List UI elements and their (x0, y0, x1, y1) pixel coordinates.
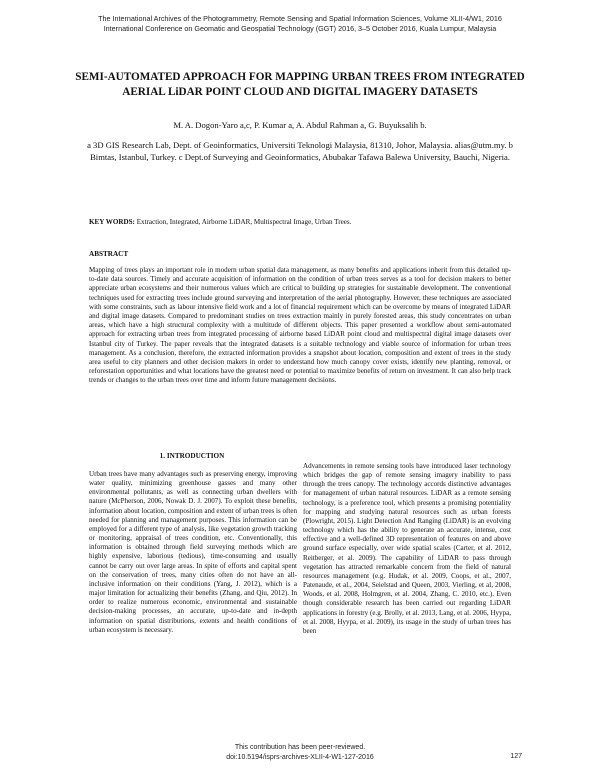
intro-right-column: Advancements in remote sensing tools have introduced laser technology which bridges the gap of remote sensing imagery inability to pass through the trees canopy. The technology accords distinctive advantages for management of urban natural resources. LiDAR as a remote sensing technology, is a preference tool, which presents a promising potentiality for mapping and studying natural resources such as urban forests (Plowright, 2015). Light Detection And Ranging (LiDAR) is an evolving technology which has the ability to generate an accurate, intense, cost effective and a well-defined 3D representation of features on and above ground surface especially, over wide spatial scales (Carter, et al. 2012, Reitberger, et al. 2009). The capability of LiDAR to pass through vegetation has attracted remarkable concern from the field of natural resources management (e.g. Hudak, et al. 2009, Coops, et al., 2007, Patenaude, et al., 2004, Seielstad and Queen, 2003, Vierling, et al, 2008, Woods, et al. 2008, Holmgren, et al. 2004, Zhang, C. 2010, etc.). Even though considerable research has been carried out regarding LiDAR applications in forestry (e.g. Brolly, et al. 2013, Lang, et al. 2006, Hyypa, et al. 2008, Hyypa, et al. 2009), its usage in the study of urban trees has been (303, 462, 511, 635)
footer-review-note: This contribution has been peer-reviewed. (234, 744, 366, 751)
keywords (89, 218, 511, 226)
author-list: M. A. Dogon-Yaro a,c, P. Kumar a, A. Abdul Rahman a, G. Buyuksalih b. (173, 120, 427, 130)
paper-title: SEMI-AUTOMATED APPROACH FOR MAPPING URBAN TREES FROM INTEGRATED AERIAL LiDAR POINT CLOUD AND DIGITAL IMAGERY DATASETS (75, 71, 525, 98)
header-line-2: International Conference on Geomatic and Geospatial Technology (GGT) 2016, 3–5 October 2016, Kuala Lumpur, Malaysia (103, 24, 497, 33)
page-number: 127 (510, 753, 522, 760)
intro-left-column: Urban trees have many advantages such as preserving energy, improving water quality, minimizing greenhouse gasses and many other environmental pollutants, as well as connecting urban dwellers with nature (McPherson, 2006, Nowak D. J. 2007). To exploit these benefits, information about location, composition and extent of urban trees is often needed for planning and management purposes. This information can be employed for a different type of analysis, like vegetation growth tracking or monitoring, appraisal of trees condition, etc. Conventionally, this information is obtained through field surveying methods which are highly expensive, laborious (tedious), time-consuming and usually cannot be carry out over large areas. In spite of efforts and capital spent on the conservation of trees, many cities often do not have an all-inclusive information on their conditions (Yang, J. 2012), which is a major limitation for actualizing their benefits (Zhang, and Qiu, 2012). In order to realize numerous economic, environmental and sustainable decision-making processes, an accurate, up-to-date and in-depth information on spatial distributions, extents and health conditions of urban ecosystem is necessary. (89, 470, 297, 634)
abstract-body: Mapping of trees plays an important role in modern urban spatial data management, as many benefits and applications inherit from this detailed up-to-date data sources. Timely and accurate acquisition of information on the condition of urban trees serves as a tool for decision makers to better appreciate urban ecosystems and their numerous values which are critical to building up strategies for sustainable development. The conventional techniques used for extracting trees include ground surveying and interpretation of the aerial photography. However, these techniques are associated with some constraints, such as labour intensive field work and a lot of financial requirement which can be overcome by means of integrated LiDAR and digital image datasets. Compared to predominant studies on trees extraction mainly in purely forested areas, this study concentrates on urban areas, which have a high structural complexity with a multitude of different objects. This paper presented a workflow about semi-automated approach for extracting urban trees from integrated processing of airborne based LiDAR point cloud and multispectral digital image datasets over Istanbul city of Turkey. The paper reveals that the integrated datasets is a suitable technology and viable source of information for urban trees management. As a conclusion, therefore, the extracted information provides a snapshot about location, composition and extent of trees in the study area useful to city planners and other decision makers in order to understand how much canopy cover exists, identify new planting, removal, or reforestation opportunities and what locations have the greatest need or potential to maximize benefits of return on investment. It can also help track trends or changes to the urban trees over time and inform future management decisions. (89, 266, 511, 385)
keywords-label: KEY WORDS: (89, 218, 135, 226)
affiliations: a 3D GIS Research Lab, Dept. of Geoinformatics, Universiti Teknologi Malaysia, 81310, Johor, Malaysia. alias@utm.my. b Bimtas, Istanbul, Turkey. c Dept.of Surveying and Geoinformatics, Abubakar Tafawa Balewa University, Bauchi, Nigeria. (87, 140, 513, 162)
running-header (0, 14, 600, 34)
abstract-heading: ABSTRACT (89, 250, 129, 258)
header-line-1: The International Archives of the Photogrammetry, Remote Sensing and Spatial Information Sciences, Volume XLII-4/W1, 2016 (98, 14, 502, 23)
section-heading-introduction: 1. INTRODUCTION (159, 452, 225, 460)
footer-doi: doi:10.5194/isprs-archives-XLII-4-W1-127-2016 (226, 754, 374, 761)
keywords-text: Extraction, Integrated, Airborne LiDAR, Multispectral Image, Urban Trees. (136, 218, 352, 226)
